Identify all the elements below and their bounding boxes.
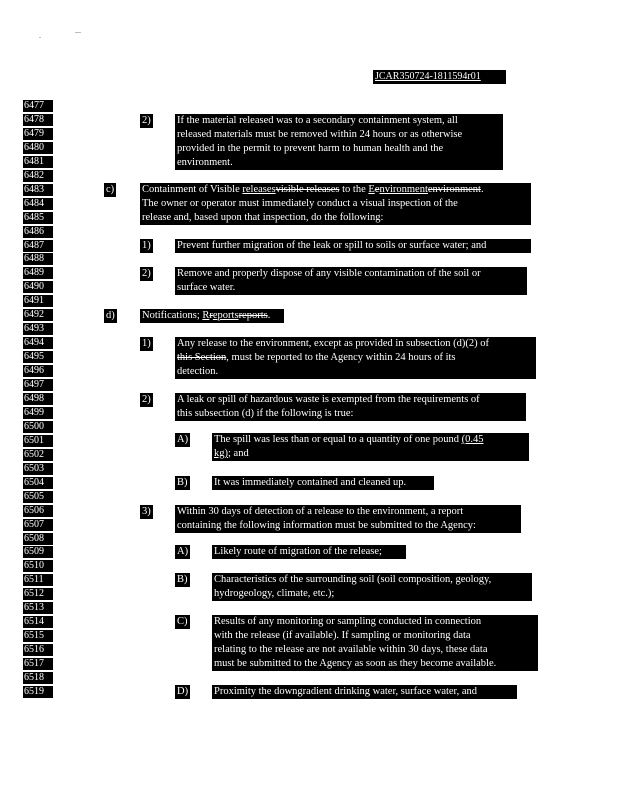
inserted-text: E [368,184,375,195]
item-marker: A) [177,546,189,557]
line-number: 6518 [23,672,53,684]
line-number: 6499 [23,407,53,419]
text-line: Remove and properly dispose of any visible contamination of the soil or [177,268,481,279]
line-number: 6507 [23,519,53,531]
line-number: 6490 [23,281,53,293]
text-line: provided in the permit to prevent harm to human health and the [177,143,444,154]
line-number: 6479 [23,128,53,140]
line-number: 6508 [23,533,53,545]
text-line: must be submitted to the Agency as soon as they become available. [214,658,497,669]
paragraph-prevent-migration [175,239,531,253]
deleted-text: reports [238,310,268,321]
line-number: 6497 [23,379,53,391]
text-line: It was immediately contained and cleaned up. [214,477,407,488]
line-number: 6506 [23,505,53,517]
paragraph-remove-dispose [175,267,527,295]
line-number: 6478 [23,114,53,126]
line-number: 6498 [23,393,53,405]
text-line: Prevent further migration of the leak or spill to soils or surface water; and [177,240,487,251]
line-number: 6504 [23,477,53,489]
line-number: 6484 [23,198,53,210]
item-marker: D) [177,686,189,697]
text-line [142,183,529,197]
line-number: 6516 [23,644,53,656]
text-run: . [267,310,271,321]
text-line: If the material released was to a secondary containment system, all [177,115,458,126]
line-number: 6495 [23,351,53,363]
text-line: Any release to the environment, except as provided in subsection (d)(2) of [177,338,489,349]
item-marker: 1) [142,338,151,349]
line-number: 6505 [23,491,53,503]
inserted-text: kg) [214,448,228,459]
text-line: released materials must be removed within 24 hours or as otherwise [177,129,463,140]
text-line: Proximity the downgradient drinking water, surface water, and [214,686,478,697]
line-number: 6486 [23,226,53,238]
paragraph-route-of-migration [212,545,406,559]
line-number: 6485 [23,212,53,224]
deleted-text: visible releases [275,184,340,195]
line-number: 6503 [23,463,53,475]
paragraph-30-day-report [175,505,521,533]
inserted-text: nvironment [379,184,428,195]
line-number: 6501 [23,435,53,447]
item-marker: 1) [142,240,151,251]
text-line: environment. [177,157,233,168]
scan-speck [39,37,41,38]
line-number: 6481 [23,156,53,168]
line-number: 6487 [23,240,53,252]
item-marker: 3) [142,506,151,517]
paragraph-monitoring-results [212,615,538,671]
text-run: . [480,184,484,195]
text-line: relating to the release are not available within 30 days, these data [214,644,488,655]
text-run: The spill was less than or equal to a quantity of one pound [214,434,462,445]
item-marker: d) [106,310,115,321]
line-number: 6513 [23,602,53,614]
paragraph-soil-characteristics [212,573,532,601]
text-line: The owner or operator must immediately conduct a visual inspection of the [142,198,458,209]
text-line: this subsection (d) if the following is true: [177,408,354,419]
text-line [177,351,534,365]
item-marker: 2) [142,115,151,126]
text-line: hydrogeology, climate, etc.); [214,588,335,599]
text-line: Characteristics of the surrounding soil (soil composition, geology, [214,574,492,585]
deleted-text: r [209,310,213,321]
line-number: 6492 [23,309,53,321]
line-number: 6519 [23,686,53,698]
document-id: JCAR350724-1811594r01 [373,70,506,84]
text-run: Containment of Visible [142,184,243,195]
text-line: release and, based upon that inspection, do the following: [142,212,384,223]
line-number: 6483 [23,184,53,196]
item-marker: C) [177,616,188,627]
inserted-text: (0.45 [461,434,484,445]
deleted-text: e [374,184,380,195]
text-run: ; and [228,448,249,459]
text-line: Likely route of migration of the release; [214,546,382,557]
paragraph-contained [212,476,434,490]
text-run: to the [339,184,369,195]
line-number: 6477 [23,100,53,112]
inserted-text: releases [242,184,276,195]
item-marker: A) [177,434,189,445]
text-line: containing the following information must be submitted to the Agency: [177,520,476,531]
line-number: 6489 [23,267,53,279]
paragraph-spill-quantity [212,433,529,461]
item-marker: 2) [142,268,151,279]
item-marker: 2) [142,394,151,405]
line-number: 6514 [23,616,53,628]
line-number: 6491 [23,295,53,307]
line-number: 6511 [23,574,53,586]
line-number: 6500 [23,421,53,433]
line-number: 6482 [23,170,53,182]
item-marker: B) [177,477,188,488]
line-number: 6509 [23,546,53,558]
line-number: 6493 [23,323,53,335]
text-run: Notifications; [142,310,203,321]
scan-speck [75,32,81,33]
deleted-text: environment [427,184,481,195]
line-number: 6515 [23,630,53,642]
text-run: , must be reported to the Agency within 24 hours of its [226,352,456,363]
text-line [214,447,527,461]
line-number: 6494 [23,337,53,349]
text-line [214,433,527,447]
paragraph-proximity [212,685,517,699]
line-number: 6480 [23,142,53,154]
paragraph-containment-heading [140,183,531,225]
text-line: detection. [177,366,219,377]
text-line: A leak or spill of hazardous waste is exempted from the requirements of [177,394,480,405]
item-marker: B) [177,574,188,585]
line-number: 6488 [23,253,53,265]
line-number: 6517 [23,658,53,670]
paragraph-release-reporting [175,337,536,379]
text-line: surface water. [177,282,236,293]
line-number: 6512 [23,588,53,600]
line-number: 6510 [23,560,53,572]
text-line: Results of any monitoring or sampling conducted in connection [214,616,482,627]
paragraph-exemption [175,393,526,421]
item-marker: c) [106,184,115,195]
text-line: with the release (if available). If sampling or monitoring data [214,630,471,641]
line-number: 6496 [23,365,53,377]
inserted-text: R [202,310,210,321]
text-line: Within 30 days of detection of a release to the environment, a report [177,506,464,517]
paragraph-notifications-heading [140,309,284,323]
deleted-text: this Section [177,352,227,363]
inserted-text: eports [212,310,239,321]
line-number: 6502 [23,449,53,461]
paragraph-secondary-containment [175,114,503,170]
